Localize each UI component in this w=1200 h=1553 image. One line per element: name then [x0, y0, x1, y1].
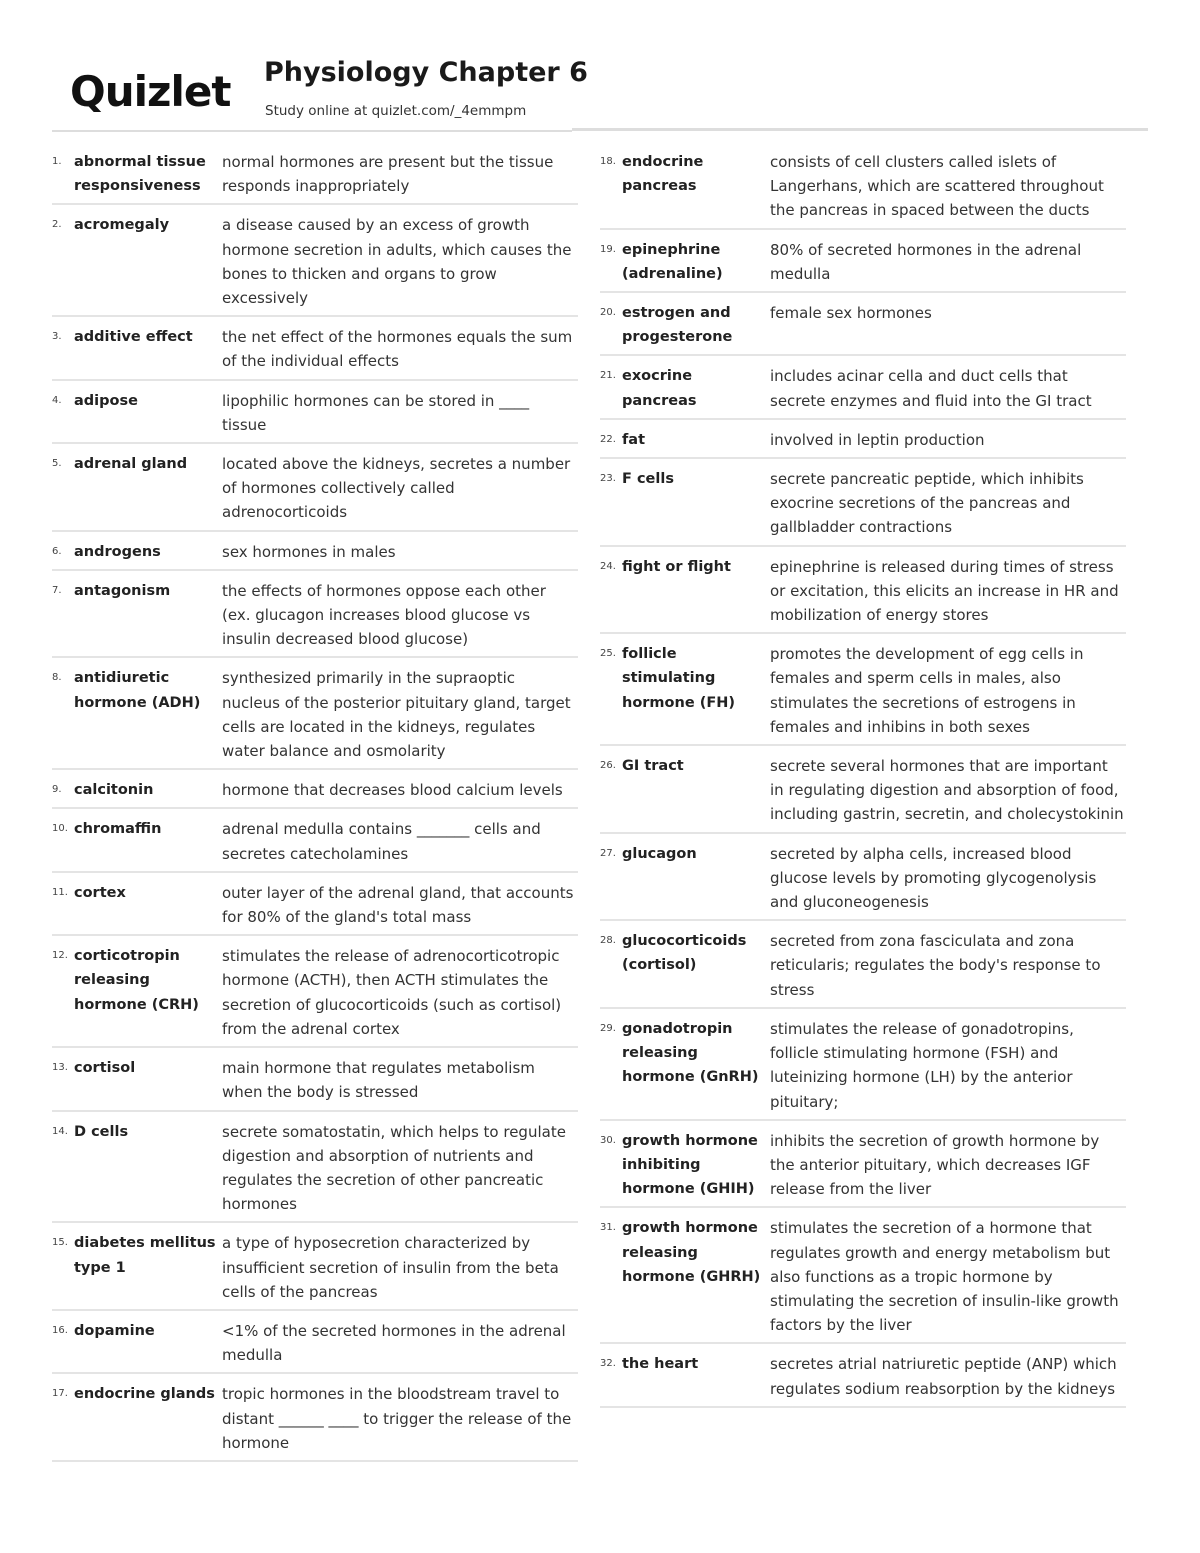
term-number: 19.	[600, 243, 616, 255]
term-row	[52, 385, 578, 444]
term-definition: female sex hormones	[770, 304, 932, 323]
term-word: gonadotropin releasing hormone (GnRH)	[622, 1020, 759, 1086]
term-row	[600, 750, 1126, 834]
term-row	[52, 813, 578, 872]
term-row	[600, 146, 1126, 230]
quizlet-logo: Quizlet	[70, 67, 231, 116]
term-number: 12.	[52, 950, 68, 962]
term-definition: secretes atrial natriuretic peptide (ANP) which regulates sodium reabsorption by the kidneys	[770, 1355, 1117, 1398]
term-number: 5.	[52, 458, 62, 470]
term-definition: the effects of hormones oppose each other (ex. glucagon increases blood glucose vs insulin decreased blood glucose)	[222, 581, 546, 649]
term-word: endocrine glands	[74, 1386, 215, 1403]
term-row	[52, 536, 578, 571]
term-row	[52, 448, 578, 532]
term-number: 26.	[600, 760, 616, 772]
term-row	[600, 234, 1126, 293]
term-word: GI tract	[622, 758, 684, 775]
term-number: 6.	[52, 545, 62, 557]
term-row	[52, 1052, 578, 1111]
term-word: chromaffin	[74, 821, 162, 838]
term-row	[52, 1227, 578, 1311]
term-word: abnormal tissue responsiveness	[74, 154, 206, 195]
page-title: Physiology Chapter 6	[264, 57, 588, 88]
study-online-link[interactable]: Study online at quizlet.com/_4emmpm	[265, 103, 527, 119]
term-row	[600, 297, 1126, 356]
term-row	[52, 575, 578, 659]
term-word: antidiuretic hormone (ADH)	[74, 670, 201, 711]
term-row	[52, 1378, 578, 1462]
term-number: 9.	[52, 784, 62, 796]
term-word: cortex	[74, 884, 126, 901]
term-word: glucocorticoids (cortisol)	[622, 933, 747, 974]
term-row	[52, 321, 578, 380]
term-definition: a disease caused by an excess of growth hormone secretion in adults, which causes the bones to thicken and organs to grow excessively	[222, 216, 572, 308]
term-row	[52, 940, 578, 1048]
term-word: corticotropin releasing hormone (CRH)	[74, 948, 199, 1013]
header-divider-left	[52, 130, 572, 132]
term-definition: secrete pancreatic peptide, which inhibits exocrine secretions of the pancreas and gallbladder contractions	[770, 470, 1084, 537]
term-row	[52, 1116, 578, 1224]
term-word: dopamine	[74, 1322, 155, 1339]
term-number: 24.	[600, 560, 616, 572]
term-number: 14.	[52, 1125, 68, 1137]
term-definition: tropic hormones in the bloodstream travel to distant ______ ____ to trigger the release of the hormone	[222, 1385, 572, 1452]
term-word: adipose	[74, 392, 138, 409]
term-row	[600, 1348, 1126, 1407]
term-definition: epinephrine is released during times of stress or excitation, this elicits an increase in HR and mobilization of energy stores	[770, 557, 1119, 625]
term-number: 27.	[600, 847, 616, 859]
term-definition: includes acinar cella and duct cells that secrete enzymes and fluid into the GI tract	[770, 367, 1092, 410]
page-header	[52, 55, 1148, 131]
term-word: epinephrine (adrenaline)	[622, 241, 723, 282]
term-number: 20.	[600, 307, 616, 319]
term-word: fat	[622, 431, 646, 448]
term-row	[600, 838, 1126, 922]
term-number: 11.	[52, 886, 68, 898]
term-definition: synthesized primarily in the supraoptic nucleus of the posterior pituitary gland, target cells are located in the kidneys, regulates water balance and osmolarity	[222, 669, 571, 761]
term-definition: the net effect of the hormones equals the sum of the individual effects	[222, 328, 573, 371]
term-word: estrogen and progesterone	[622, 305, 733, 346]
term-number: 28.	[600, 935, 616, 947]
term-number: 8.	[52, 672, 62, 684]
term-row	[52, 774, 578, 809]
term-row	[600, 1013, 1126, 1121]
term-number: 4.	[52, 394, 62, 406]
term-word: diabetes mellitus type 1	[74, 1235, 216, 1276]
term-definition: stimulates the release of adrenocorticotropic hormone (ACTH), then ACTH stimulates the secretion of glucocorticoids (such as cortisol) from the adrenal cortex	[222, 947, 562, 1038]
term-number: 22.	[600, 433, 616, 445]
term-row	[52, 877, 578, 936]
term-row	[52, 1315, 578, 1374]
term-word: adrenal gland	[74, 456, 188, 473]
term-number: 21.	[600, 370, 616, 382]
term-definition: stimulates the release of gonadotropins, follicle stimulating hormone (FSH) and luteinizing hormone (LH) by the anterior pituitary;	[770, 1019, 1074, 1111]
term-row	[600, 463, 1126, 547]
term-word: growth hormone inhibiting hormone (GHIH)	[622, 1132, 758, 1198]
term-number: 10.	[52, 823, 68, 835]
term-number: 3.	[52, 331, 62, 343]
term-number: 16.	[52, 1324, 68, 1336]
term-definition: adrenal medulla contains _______ cells and secretes catecholamines	[222, 820, 541, 863]
term-word: D cells	[74, 1123, 129, 1140]
term-word: acromegaly	[74, 217, 170, 234]
term-definition: sex hormones in males	[222, 542, 396, 561]
term-word: exocrine pancreas	[622, 368, 697, 409]
term-row	[52, 209, 578, 317]
term-definition: lipophilic hormones can be stored in ____ tissue	[222, 391, 530, 434]
terms-column-right	[600, 146, 1126, 1412]
term-row	[52, 662, 578, 770]
term-number: 29.	[600, 1022, 616, 1034]
term-definition: outer layer of the adrenal gland, that accounts for 80% of the gland's total mass	[222, 883, 574, 927]
term-number: 1.	[52, 156, 62, 167]
term-definition: involved in leptin production	[770, 430, 985, 449]
term-row	[600, 424, 1126, 459]
term-number: 2.	[52, 219, 62, 231]
term-word: growth hormone releasing hormone (GHRH)	[622, 1220, 761, 1285]
terms-column-left	[52, 146, 578, 1466]
term-definition: secrete several hormones that are important in regulating digestion and absorption of food, including gastrin, secretin, and cholecystokinin	[770, 757, 1124, 824]
term-word: androgens	[74, 543, 161, 560]
term-word: cortisol	[74, 1060, 136, 1077]
term-definition: a type of hyposecretion characterized by insufficient secretion of insulin from the beta cells of the pancreas	[222, 1234, 559, 1301]
term-number: 15.	[52, 1237, 68, 1249]
term-row	[600, 638, 1126, 746]
term-definition: stimulates the secretion of a hormone that regulates growth and energy metabolism but also functions as a tropic hormone by stimulating the secretion of insulin-like growth factors by the liver	[770, 1219, 1119, 1335]
term-number: 13.	[52, 1062, 68, 1074]
term-word: the heart	[622, 1356, 699, 1373]
term-word: F cells	[622, 471, 674, 488]
term-word: antagonism	[74, 582, 171, 599]
term-number: 18.	[600, 156, 616, 167]
term-number: 32.	[600, 1358, 616, 1370]
term-word: follicle stimulating hormone (FH)	[622, 646, 736, 711]
term-row	[600, 360, 1126, 419]
term-row	[52, 146, 578, 205]
term-number: 25.	[600, 648, 616, 660]
term-definition: hormone that decreases blood calcium levels	[222, 781, 563, 800]
term-word: calcitonin	[74, 782, 154, 799]
term-word: endocrine pancreas	[622, 154, 704, 195]
term-definition: normal hormones are present but the tissue responds inappropriately	[222, 153, 554, 196]
term-row	[600, 551, 1126, 635]
term-word: fight or flight	[622, 558, 731, 575]
term-definition: located above the kidneys, secretes a number of hormones collectively called adrenocorticoids	[222, 455, 571, 522]
term-definition: <1% of the secreted hormones in the adrenal medulla	[222, 1321, 566, 1365]
term-definition: secrete somatostatin, which helps to regulate digestion and absorption of nutrients and regulates the secretion of other pancreatic hormones	[222, 1122, 566, 1214]
term-number: 17.	[52, 1388, 68, 1400]
term-definition: consists of cell clusters called islets of Langerhans, which are scattered throughout the pancreas in spaced between the ducts	[770, 153, 1104, 220]
term-number: 31.	[600, 1222, 616, 1234]
term-row	[600, 925, 1126, 1009]
term-word: additive effect	[74, 329, 193, 346]
term-definition: main hormone that regulates metabolism when the body is stressed	[222, 1059, 535, 1102]
term-definition: inhibits the secretion of growth hormone by the anterior pituitary, which decreases IGF release from the liver	[770, 1131, 1100, 1199]
term-number: 7.	[52, 584, 62, 596]
header-divider-right	[572, 128, 1148, 131]
term-definition: secreted by alpha cells, increased blood glucose levels by promoting glycogenolysis and gluconeogenesis	[770, 844, 1097, 912]
term-row	[600, 1125, 1126, 1209]
term-word: glucagon	[622, 845, 697, 862]
term-definition: secreted from zona fasciculata and zona reticularis; regulates the body's response to stress	[770, 932, 1101, 999]
term-definition: 80% of secreted hormones in the adrenal medulla	[770, 240, 1082, 283]
term-definition: promotes the development of egg cells in females and sperm cells in males, also stimulates the secretions of estrogens in females and inhibins in both sexes	[770, 645, 1084, 736]
term-row	[600, 1212, 1126, 1344]
term-number: 30.	[600, 1134, 616, 1146]
term-number: 23.	[600, 473, 616, 485]
